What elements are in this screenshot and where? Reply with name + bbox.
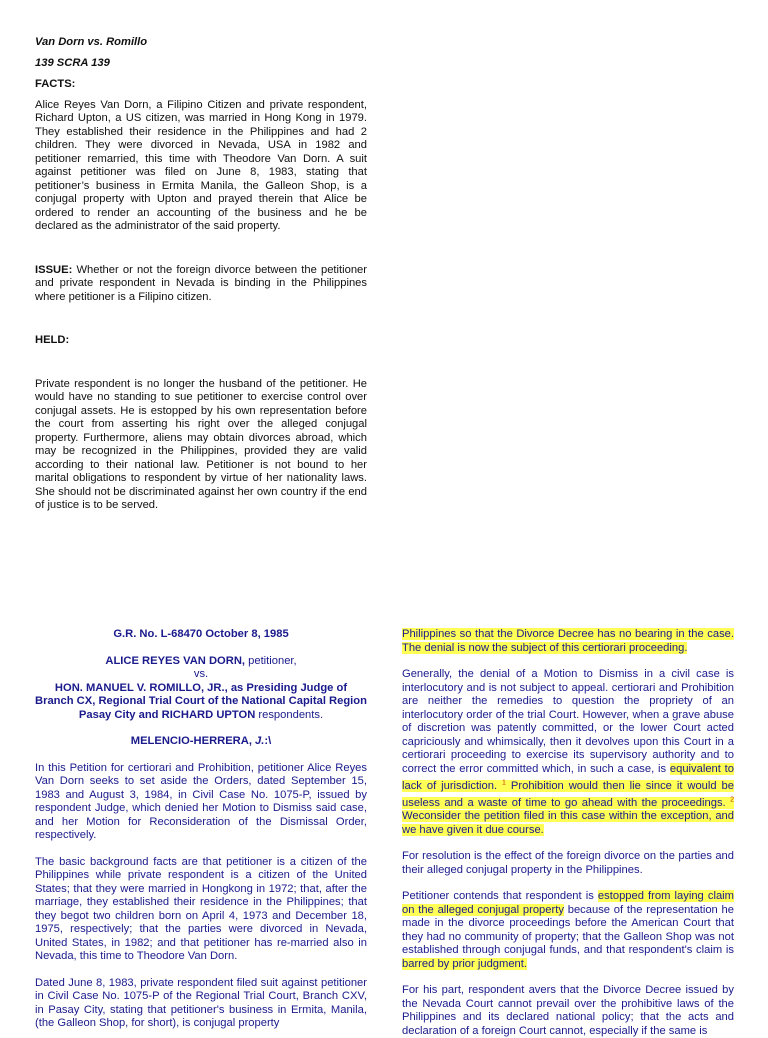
decision-right-paragraph-1: [402, 628, 734, 655]
text-segment: Generally, the denial of a Motion to Dismiss in a civil case is interlocutory and is not subject to appeal. certiorari and Prohibition are neither the remedies to question the propriety of an interlocutory order of the trial Court. However, when a grave abuse of discretion was patently committed, or the lower Court acted capriciously and whimsically, then it devolves upon this Court in a certiorari proceeding to exercise its supervisory authority and to correct the error committed which, in such a case, is: [402, 668, 734, 775]
decision-paragraph-1: In this Petition for certiorari and Prohibition, petitioner Alice Reyes Van Dorn seeks to set aside the Orders, dated September 15, 1983 and August 3, 1984, in Civil Case No. 1075-P, issued by respondent Judge, which denied her Motion to Dismiss said case, and her Motion for Reconsideration of the Dismissal Order, respectively.: [35, 761, 367, 841]
held-paragraph: Private respondent is no longer the husband of the petitioner. He would have no standing to sue petitioner to exercise control over conjugal assets. He is estopped by his own representation before the court from asserting his right over the alleged conjugal property. Furthermore, aliens may obtain divorces abroad, which may be recognized in the Philippines, provided they are valid according to their national law. Petitioner is not bound to her marital obligations to respondent by virtue of her nationality laws. She should not be discriminated against her own country if the end of justice is to be served.: [35, 377, 367, 511]
respondent-role: respondents.: [255, 708, 324, 721]
highlight-divorce-decree: Philippines so that the Divorce Decree has no bearing in the case. The denial is now the subject of this certiorari proceeding.: [402, 628, 734, 654]
decision-right-paragraph-5: For his part, respondent avers that the Divorce Decree issued by the Nevada Court cannot prevail over the prohibitive laws of the Philippines and its declared national policy; that the acts and declaration of a foreign Court cannot, especially if the same is: [402, 984, 734, 1037]
petitioner-role: petitioner,: [245, 654, 297, 667]
footnote-link-2[interactable]: 2: [730, 796, 734, 804]
text-segment: Weconsider the petition filed in this case within the exception, and we have given it due course.: [402, 810, 734, 836]
respondent-names: HON. MANUEL V. ROMILLO, JR., as Presiding Judge of Branch CX, Regional Trial Court of the National Capital Region Pasay City and RICHARD UPTON: [35, 681, 367, 721]
text-segment: equivalent to lack of jurisdiction.: [402, 762, 734, 792]
ponente-suffix: :\: [264, 735, 272, 747]
text-segment: because of the representation he made in the divorce proceedings before the American Court that they had no community of property; that the Galleon Shop was not established through conjugal funds, and that respondent's claim is: [402, 903, 735, 957]
case-title: Van Dorn vs. Romillo: [35, 36, 148, 48]
decision-right-paragraph-3: For resolution is the effect of the foreign divorce on the parties and their alleged conjugal property in the Philippines.: [402, 850, 734, 876]
case-summary: [35, 30, 367, 513]
issue-text: Whether or not the foreign divorce between the petitioner and private respondent in Nevada is binding in the Philippines where petitioner is a Filipino citizen.: [35, 263, 367, 303]
case-citation: 139 SCRA 139: [35, 56, 110, 69]
ponente-j: J.: [251, 735, 265, 747]
issue-heading: ISSUE:: [35, 263, 73, 276]
decision-right-column: [402, 628, 734, 1038]
decision-right-paragraph-4: [402, 890, 734, 971]
highlight-barred: barred by prior judgment.: [402, 957, 527, 970]
text-segment: Prohibition would then lie since it would be useless and a waste of time to go ahead with the proceedings.: [402, 779, 735, 809]
decision-left-column: [35, 628, 367, 1031]
footnote-link-1[interactable]: 1: [502, 779, 506, 786]
decision-right-paragraph-2: [402, 668, 734, 837]
versus-label: vs.: [193, 668, 209, 680]
facts-paragraph: Alice Reyes Van Dorn, a Filipino Citizen and private respondent, Richard Upton, a US citizen, was married in Hong Kong in 1979. They established their residence in the Philippines and had 2 children. They were divorced in Nevada, USA in 1982 and petitioner remarried, this time with Theodore Van Dorn. A suit against petitioner was filed on June 8, 1983, stating that petitioner’s business in Ermita Manila, the Galleon Shop, is a conjugal property with Upton and prayed therein that Alice be ordered to render an accounting of the business and he be declared as the administrator of the said property.: [35, 98, 367, 232]
issue-paragraph: [35, 264, 367, 305]
decision-paragraph-3: Dated June 8, 1983, private respondent filed suit against petitioner in Civil Case No. 1075-P of the Regional Trial Court, Branch CXV, in Pasay City, stating that petitioner's business in Ermita, Manila, (the Galleon Shop, for short), is conjugal property: [35, 976, 367, 1029]
petitioner-name: ALICE REYES VAN DORN,: [105, 654, 246, 667]
decision-paragraph-2: The basic background facts are that petitioner is a citizen of the Philippines while private respondent is a citizen of the United States; that they were married in Hongkong in 1972; that, after the marriage, they established their residence in the Philippines; that they begot two children born on April 4, 1973 and December 18, 1975, respectively; that the parties were divorced in Nevada, United States, in 1982; and that petitioner has re-married also in Nevada, this time to Theodore Van Dorn.: [35, 855, 367, 962]
gr-number: G.R. No. L-68470 October 8, 1985: [113, 628, 289, 640]
held-heading: HELD:: [35, 334, 70, 346]
text-segment: Petitioner contends that respondent is: [402, 890, 598, 903]
ponente-name: MELENCIO-HERRERA,: [130, 735, 252, 747]
facts-heading: FACTS:: [35, 78, 76, 90]
highlight-estopped: estopped from laying claim on the alleged conjugal property: [402, 890, 734, 916]
case-parties: [35, 655, 367, 723]
ponente: [35, 735, 367, 749]
